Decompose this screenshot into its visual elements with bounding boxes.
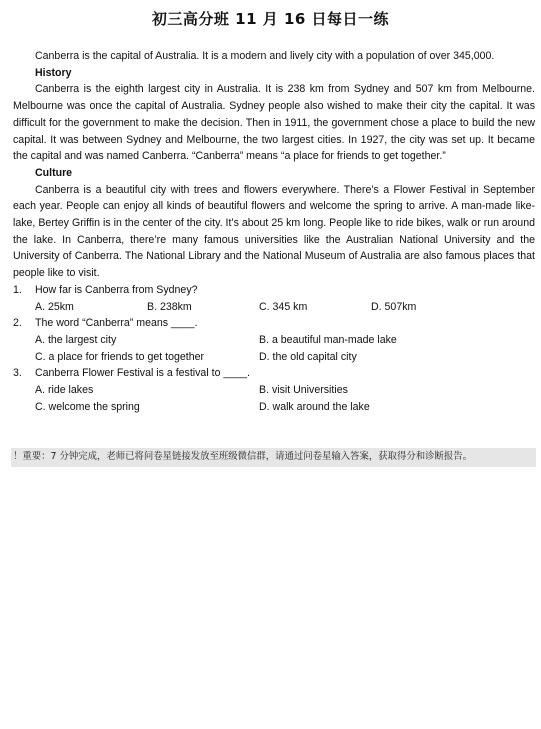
option-d: D. the old capital city — [259, 350, 357, 363]
question-text: Canberra Flower Festival is a festival to ____. — [35, 367, 250, 380]
question-1-options — [13, 299, 535, 316]
culture-paragraph: Canberra is a beautiful city with trees and flowers everywhere. There’s a Flower Festival in September each year. People can enjoy all kinds of beautiful flowers and welcome the spring to arrive. A man-made like-lake, Bertey Griffin is in the center of the city. It’s about 25 km long. People like to ride bikes, walk or run around the lake. In Canberra, there’re many famous universities like the Australian National University and the University of Canberra. The National Library and the National Museum of Australia are also famous places that people like to visit. — [13, 183, 535, 280]
culture-heading: Culture — [35, 166, 73, 179]
option-c: C. welcome the spring — [35, 400, 140, 413]
question-text: The word “Canberra” means ____. — [35, 317, 198, 330]
question-number: 2. — [13, 317, 22, 330]
question-3 — [13, 365, 535, 382]
option-d: D. 507km — [371, 300, 417, 313]
question-2 — [13, 315, 535, 332]
page-title: 初三高分班 11 月 16 日每日一练 — [151, 10, 390, 28]
question-number: 3. — [13, 367, 22, 380]
question-number: 1. — [13, 283, 22, 296]
option-c: C. 345 km — [259, 300, 308, 313]
option-b: B. visit Universities — [259, 384, 348, 397]
question-1 — [13, 282, 535, 299]
option-a: A. 25km — [35, 300, 74, 313]
question-3-options — [13, 382, 535, 415]
option-c: C. a place for friends to get together — [35, 350, 205, 363]
option-b: B. 238km — [147, 300, 192, 313]
option-a: A. the largest city — [35, 333, 117, 346]
option-a: A. ride lakes — [35, 384, 94, 397]
intro-paragraph: Canberra is the capital of Australia. It is a modern and lively city with a population of over 345,000. — [35, 50, 495, 62]
question-text: How far is Canberra from Sydney? — [35, 283, 198, 296]
option-b: B. a beautiful man-made lake — [259, 333, 397, 346]
question-2-options — [13, 332, 535, 365]
worksheet-body — [13, 48, 535, 415]
important-notice: ！重要：7 分钟完成，老师已将问卷星链接发放至班级微信群，请通过问卷星输入答案，获取得分和诊断报告。 — [11, 448, 536, 467]
option-d: D. walk around the lake — [259, 400, 370, 413]
history-heading: History — [35, 66, 72, 79]
history-paragraph: Canberra is the eighth largest city in Australia. It is 238 km from Sydney and 507 km from Melbourne. Melbourne was once the capital of Australia. Sydney people also wished to make their city the capital. It was difficult for the government to make the decision. Then in 1911, the government chose a place to build the new capital. It was between Sydney and Melbourne, the two largest cities. In 1927, the city was set up. It became the capital and was named Canberra. “Canberra” means “a place for friends to get together.” — [13, 83, 535, 163]
